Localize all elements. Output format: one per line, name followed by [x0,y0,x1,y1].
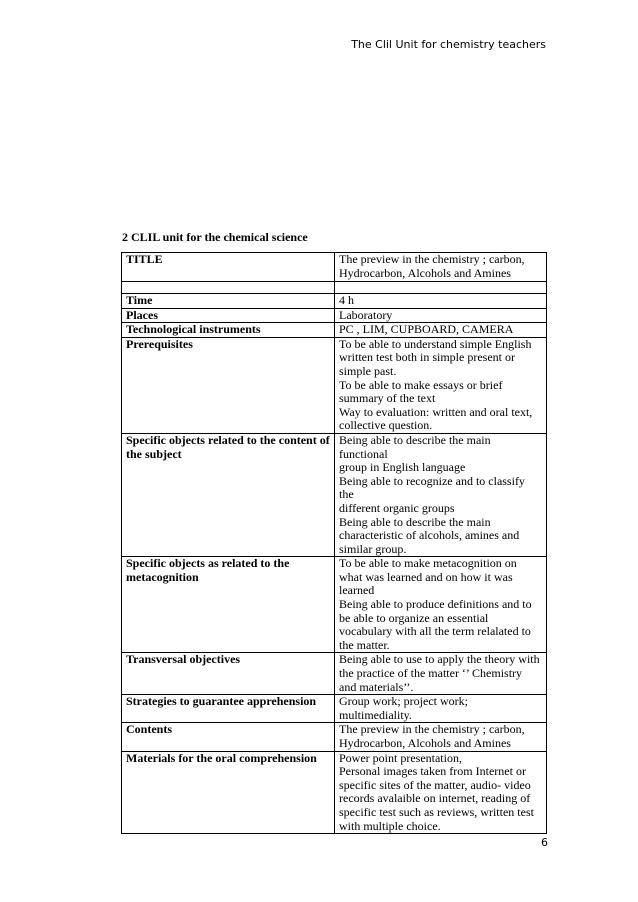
table-row [122,433,547,556]
row-label-line: Specific objects as related to the [126,556,290,571]
row-value-line: and materials’’. [339,679,414,694]
row-label-line: Technological instruments [126,322,261,337]
row-label-line: Contents [126,722,173,737]
row-value [335,723,547,751]
row-value-line: Personal images taken from Internet or [339,764,526,779]
row-value [335,653,547,695]
row-value-line: records avalaible on internet, reading of [339,791,531,806]
row-value [335,751,547,834]
row-value-line: Being able to produce definitions and to [339,597,532,612]
table-row [122,723,547,751]
row-value-line: Hydrocarbon, Alcohols and Amines [339,736,511,750]
table-row [122,695,547,723]
row-value [335,695,547,723]
clil-unit-table [121,252,547,834]
row-label [122,653,335,695]
row-value-line: written test both in simple present or [339,350,515,365]
row-label [122,751,335,834]
row-value-line: To be able to make metacognition on [339,556,517,571]
row-value-line: what was learned and on how it was [339,569,513,584]
row-value-line: summary of the text [339,391,436,406]
row-label [122,557,335,653]
row-value-line: Being able to describe the main [339,514,491,529]
row-value-line: be able to organize an essential [339,610,489,625]
row-label-line: Time [126,293,153,307]
row-value-line: PC , LIM, CUPBOARD, CAMERA [339,322,514,337]
row-value-line: with multiple choice. [339,818,441,833]
page-header: The Clil Unit for chemistry teachers [351,38,546,51]
row-label-line: Transversal objectives [126,652,241,667]
page-number: 6 [541,836,548,849]
row-label-line: Materials for the oral comprehension [126,750,317,765]
empty-cell [335,282,547,294]
row-label [122,433,335,556]
row-value-line: multimediality. [339,707,412,722]
table-row [122,323,547,338]
row-label-line: metacognition [126,569,199,584]
row-value-line: group in English language [339,460,466,475]
row-value-line: learned [339,583,375,598]
row-value [335,433,547,556]
table-row-empty [122,282,547,294]
row-value-line: Group work; project work; [339,694,468,709]
row-label-line: Places [126,307,158,322]
title-label: TITLE [122,253,335,282]
row-value [335,337,547,433]
row-value-line: Laboratory [339,307,393,322]
row-value-line: Being able to describe the main functional [339,432,491,461]
table-row [122,308,547,323]
empty-cell [122,282,335,294]
row-label [122,308,335,323]
row-value-line: specific test such as reviews, written test [339,804,534,819]
row-value-line: different organic groups [339,500,455,515]
row-value-line: specific sites of the matter, audio- video [339,777,531,792]
row-value-line: To be able to understand simple English [339,336,532,351]
row-label-line: Specific objects related to the content of [126,432,330,447]
table-row [122,751,547,834]
row-value-line: simple past. [339,363,397,378]
title-value-line: The preview in the chemistry ; carbon, [339,252,525,266]
row-value-line: Being able to use to apply the theory with [339,652,540,667]
title-value [335,253,547,282]
row-label [122,323,335,338]
row-value [335,308,547,323]
table-row-title [122,253,547,282]
section-title: 2 CLIL unit for the chemical science [122,230,308,244]
table-row [122,653,547,695]
row-value-line: The preview in the chemistry ; carbon, [339,722,525,737]
row-value [335,323,547,338]
row-value-line: 4 h [339,293,354,307]
row-value-line: collective question. [339,418,433,433]
table-row [122,337,547,433]
title-value-line: Hydrocarbon, Alcohols and Amines [339,265,511,280]
row-label [122,695,335,723]
row-label-line: the subject [126,446,182,461]
row-value-line: the practice of the matter ‘’ Chemistry [339,666,523,681]
row-label [122,294,335,309]
row-label-line: Prerequisites [126,336,193,351]
row-label [122,337,335,433]
row-value-line: Way to evaluation: written and oral text, [339,404,533,419]
row-value-line: To be able to make essays or brief [339,377,503,392]
row-value-line: the matter. [339,637,390,652]
row-value-line: Power point presentation, [339,750,462,765]
row-value-line: Being able to recognize and to classify the [339,473,525,502]
table-row [122,557,547,653]
table-row [122,294,547,309]
row-value [335,557,547,653]
row-label-line: Strategies to guarantee apprehension [126,694,317,709]
row-value-line: vocabulary with all the term relalated to [339,624,531,639]
row-value-line: characteristic of alcohols, amines and [339,528,520,543]
row-value [335,294,547,309]
row-label [122,723,335,751]
row-value-line: similar group. [339,541,407,556]
